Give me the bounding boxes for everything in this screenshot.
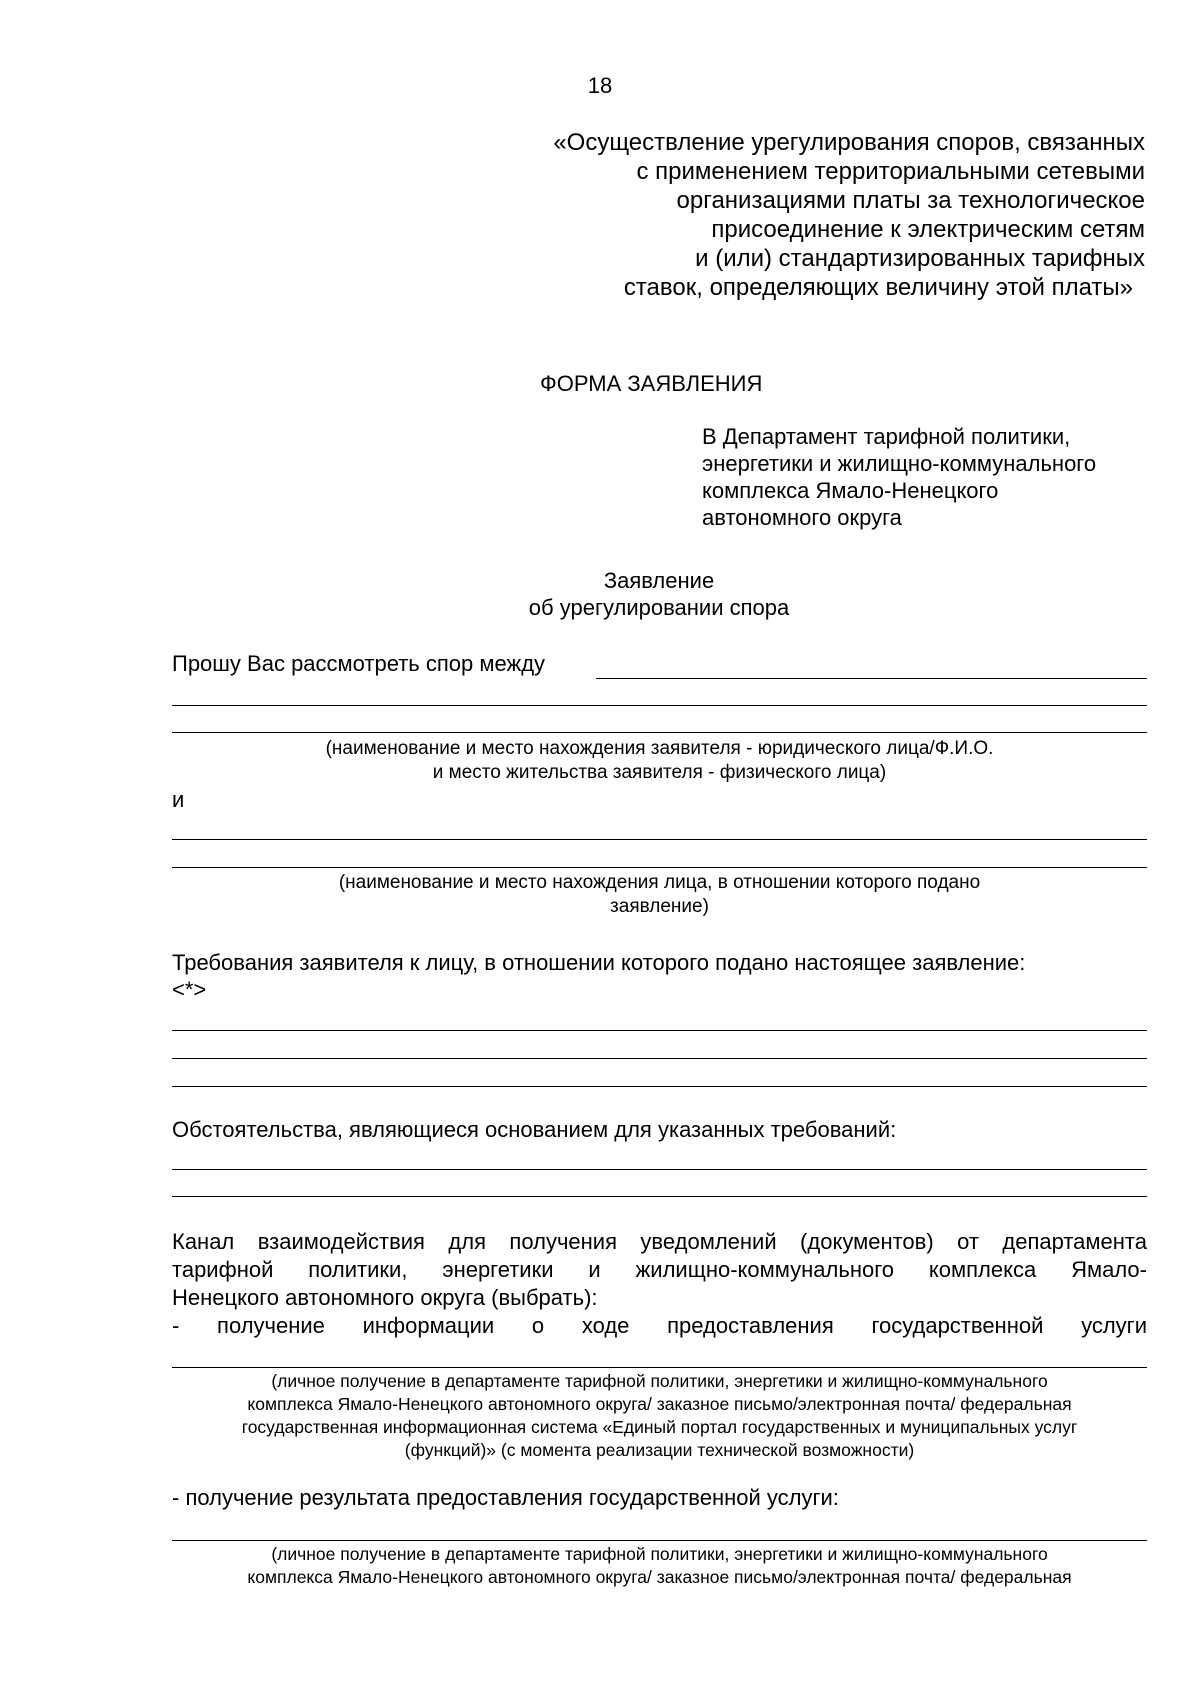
addressee-line: автономного округа — [702, 505, 902, 530]
title-line: организациями платы за технологическое — [676, 187, 1145, 214]
caption-line: (личное получение в департаменте тарифной политики, энергетики и жилищно-коммунального — [271, 1371, 1048, 1391]
addressee-line: комплекса Ямало-Ненецкого — [702, 478, 999, 503]
page-number: 18 — [587, 73, 613, 98]
caption-line: (наименование и место нахождения лица, в отношении которого подано — [338, 872, 981, 893]
form-heading: ФОРМА ЗАЯВЛЕНИЯ — [540, 371, 763, 396]
circumstances-input-line[interactable] — [172, 1196, 1147, 1197]
caption-line: заявление) — [610, 896, 709, 917]
circumstances-label: Обстоятельства, являющиеся основанием для указанных требований: — [172, 1117, 897, 1142]
title-line: с применением территориальными сетевыми — [636, 158, 1145, 185]
caption-line: государственная информационная система «Единый портал государственных и муниципальных услуг — [241, 1417, 1078, 1437]
requirements-input-line[interactable] — [172, 1058, 1147, 1059]
channel-line: Канал взаимодействия для получения уведомлений (документов) от департамента — [172, 1229, 1147, 1254]
result-item: - получение результата предоставления государственной услуги: — [172, 1485, 839, 1510]
title-line: присоединение к электрическим сетям — [711, 216, 1145, 243]
title-line: и (или) стандартизированных тарифных — [695, 245, 1145, 272]
applicant-input-line[interactable] — [596, 678, 1147, 679]
info-caption — [172, 1370, 1147, 1462]
caption-line: (наименование и место нахождения заявителя - юридического лица/Ф.И.О. — [325, 738, 994, 759]
channel-line: Ненецкого автономного округа (выбрать): — [172, 1285, 598, 1310]
caption-line: (личное получение в департаменте тарифной политики, энергетики и жилищно-коммунального — [271, 1544, 1048, 1564]
result-channel-input-line[interactable] — [172, 1540, 1147, 1541]
info-channel-input-line[interactable] — [172, 1367, 1147, 1368]
info-item: - получение информации о ходе предоставления государственной услуги — [172, 1313, 1147, 1338]
respondent-input-line[interactable] — [172, 867, 1147, 868]
statement-title-line: Заявление — [603, 568, 715, 593]
result-caption — [172, 1543, 1147, 1589]
applicant-input-line[interactable] — [172, 705, 1147, 706]
addressee-line: В Департамент тарифной политики, — [702, 424, 1071, 449]
caption-line: комплекса Ямало-Ненецкого автономного округа/ заказное письмо/электронная почта/ федеральная — [247, 1394, 1072, 1414]
applicant-input-line[interactable] — [172, 732, 1147, 733]
title-line: ставок, определяющих величину этой платы» — [623, 274, 1133, 301]
respondent-caption — [172, 871, 1147, 919]
requirements-label: Требования заявителя к лицу, в отношении которого подано настоящее заявление: — [172, 950, 1026, 975]
respondent-input-line[interactable] — [172, 839, 1147, 840]
title-line: «Осуществление урегулирования споров, связанных — [553, 129, 1145, 156]
addressee-block — [702, 423, 1096, 531]
requirements-input-line[interactable] — [172, 1086, 1147, 1087]
regulation-title — [385, 128, 1145, 302]
requirements-footnote: <*> — [172, 977, 207, 1002]
applicant-caption — [172, 737, 1147, 785]
channel-line: тарифной политики, энергетики и жилищно-коммунального комплекса Ямало- — [172, 1257, 1147, 1282]
and-word: и — [172, 787, 185, 812]
circumstances-input-line[interactable] — [172, 1169, 1147, 1170]
caption-line: (функций)» (с момента реализации технической возможности) — [404, 1440, 915, 1460]
caption-line: комплекса Ямало-Ненецкого автономного округа/ заказное письмо/электронная почта/ федеральная — [247, 1567, 1072, 1587]
request-intro: Прошу Вас рассмотреть спор между — [172, 651, 546, 676]
requirements-input-line[interactable] — [172, 1030, 1147, 1031]
caption-line: и место жительства заявителя - физического лица) — [432, 762, 887, 783]
statement-title — [0, 567, 1200, 621]
addressee-line: энергетики и жилищно-коммунального — [702, 451, 1097, 476]
statement-title-line: об урегулировании спора — [528, 595, 790, 620]
